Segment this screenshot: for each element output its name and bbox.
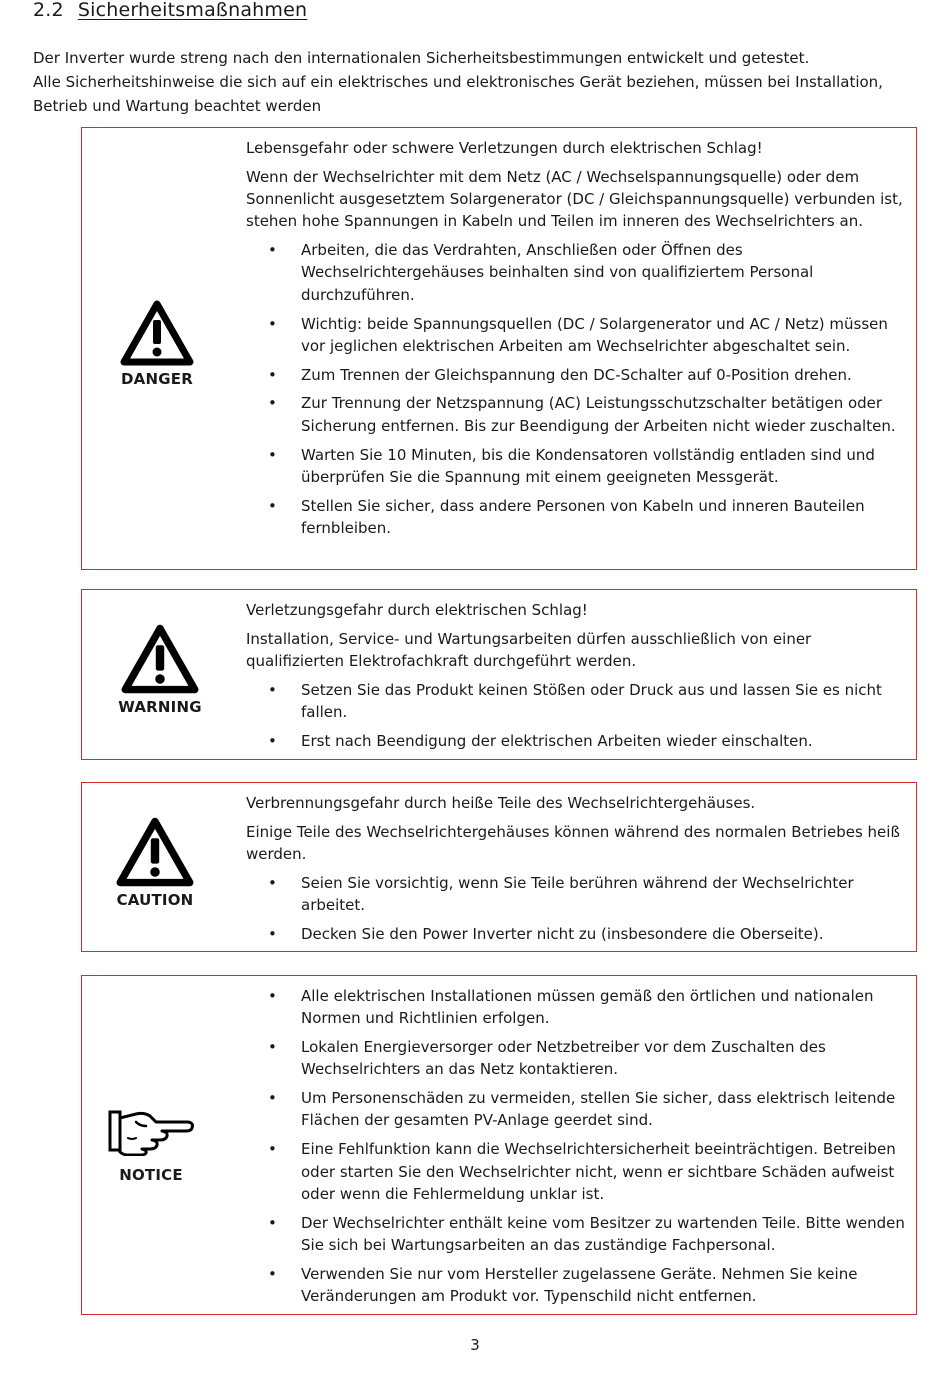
intro-line-1: Der Inverter wurde streng nach den internationalen Sicherheitsbestimmungen entwickelt und getestet. [33,49,810,67]
list-item: • Warten Sie 10 Minuten, bis die Kondensatoren vollständig entladen sind und überprüfen Sie die Spannung mit einem geeigneten Messgerät. [268,445,875,486]
notice-icon-area [76,1108,226,1184]
danger-text: Wenn der Wechselrichter mit dem Netz (AC / Wechselspannungsquelle) oder dem Sonnenlicht ausgesetztem Solargenerator (DC / Gleichspannungsquelle) verbunden ist, stehen hohe Spannungen in Kabeln und Teilen im inneren des Wechselrichters an. [246,167,903,231]
intro-line-2: Alle Sicherheitshinweise die sich auf ein elektrisches und elektronisches Gerät beziehen, müssen bei Installation, Betrieb und Wartung beachtet werden [33,73,883,115]
danger-heading: Lebensgefahr oder schwere Verletzungen durch elektrischen Schlag! [246,139,763,157]
caution-label: CAUTION [116,891,194,909]
warning-text: Installation, Service- und Wartungsarbeiten dürfen ausschließlich von einer qualifizierten Elektrofachkraft durchgeführt werden. [246,629,812,671]
notice-label: NOTICE [119,1166,183,1184]
caution-icon-area [80,817,230,909]
warning-triangle-icon [116,817,194,887]
notice-bullet-list [246,985,914,1307]
list-item: • Um Personenschäden zu vermeiden, stellen Sie sicher, dass elektrisch leitende Flächen der gesamten PV-Anlage geerdet sind. [268,1089,896,1130]
danger-box [81,127,917,570]
warning-heading: Verletzungsgefahr durch elektrischen Schlag! [246,601,588,619]
caution-bullet-list [246,872,914,945]
list-item: • Seien Sie vorsichtig, wenn Sie Teile berühren während der Wechselrichter arbeitet. [268,873,854,915]
page-number: 3 [470,1336,480,1354]
notice-content [246,985,914,1314]
caution-heading: Verbrennungsgefahr durch heiße Teile des Wechselrichtergehäuses. [246,794,756,812]
list-item: • Verwenden Sie nur vom Hersteller zugelassene Geräte. Nehmen Sie keine Veränderungen am Produkt vor. Typenschild nicht entfernen. [268,1264,858,1306]
intro-text [33,46,923,118]
list-item: • Lokalen Energieversorger oder Netzbetreiber vor dem Zuschalten des Wechselrichters an das Netz kontaktieren. [268,1038,826,1079]
warning-label: WARNING [118,698,202,716]
section-heading [33,0,307,20]
warning-bullet-list [246,679,914,752]
list-item: • Arbeiten, die das Verdrahten, Anschließen oder Öffnen des Wechselrichtergehäuses beinhalten sind von qualifiziertem Personal durchzuführen. [268,241,814,304]
caution-text: Einige Teile des Wechselrichtergehäuses können während des normalen Betriebes heiß werden. [246,822,900,864]
warning-icon-area [85,624,235,716]
danger-label: DANGER [121,370,193,388]
danger-icon-area [82,300,232,388]
section-title: Sicherheitsmaßnahmen [77,0,308,21]
list-item: • Zum Trennen der Gleichspannung den DC-Schalter auf 0-Position drehen. [268,365,852,384]
list-item: • Decken Sie den Power Inverter nicht zu (insbesondere die Oberseite). [268,924,824,943]
pointing-hand-icon [106,1108,196,1156]
warning-box [81,589,917,760]
list-item: • Setzen Sie das Produkt keinen Stößen oder Druck aus und lassen Sie es nicht fallen. [268,680,882,722]
danger-bullet-list [246,239,914,539]
list-item: • Der Wechselrichter enthält keine vom Besitzer zu wartenden Teile. Bitte wenden Sie sich bei Wartungsarbeiten an das zuständige Fachpersonal. [268,1213,905,1254]
notice-box [81,975,917,1315]
warning-triangle-icon [121,624,199,694]
caution-content [246,792,914,952]
list-item: • Zur Trennung der Netzspannung (AC) Leistungsschutzschalter betätigen oder Sicherung entfernen. Bis zur Beendigung der Arbeiten nicht wieder zuschalten. [268,394,896,435]
list-item: • Wichtig: beide Spannungsquellen (DC / Solargenerator und AC / Netz) müssen vor jeglichen elektrischen Arbeiten am Wechselrichter abgeschaltet sein. [268,314,888,355]
caution-box [81,782,917,952]
list-item: • Stellen Sie sicher, dass andere Personen von Kabeln und inneren Bauteilen fernbleiben. [268,496,865,537]
danger-content [246,137,914,546]
list-item: • Eine Fehlfunktion kann die Wechselrichtersicherheit beeinträchtigen. Betreiben oder starten Sie den Wechselrichter nicht, wenn er sichtbare Schäden aufweist oder wenn die Fehlermeldung unklar ist. [268,1140,896,1203]
list-item: • Alle elektrischen Installationen müssen gemäß den örtlichen und nationalen Normen und Richtlinien erfolgen. [268,987,874,1028]
warning-content [246,599,914,759]
section-number: 2.2 [33,0,64,21]
warning-triangle-icon [120,300,194,366]
list-item: • Erst nach Beendigung der elektrischen Arbeiten wieder einschalten. [268,731,813,750]
